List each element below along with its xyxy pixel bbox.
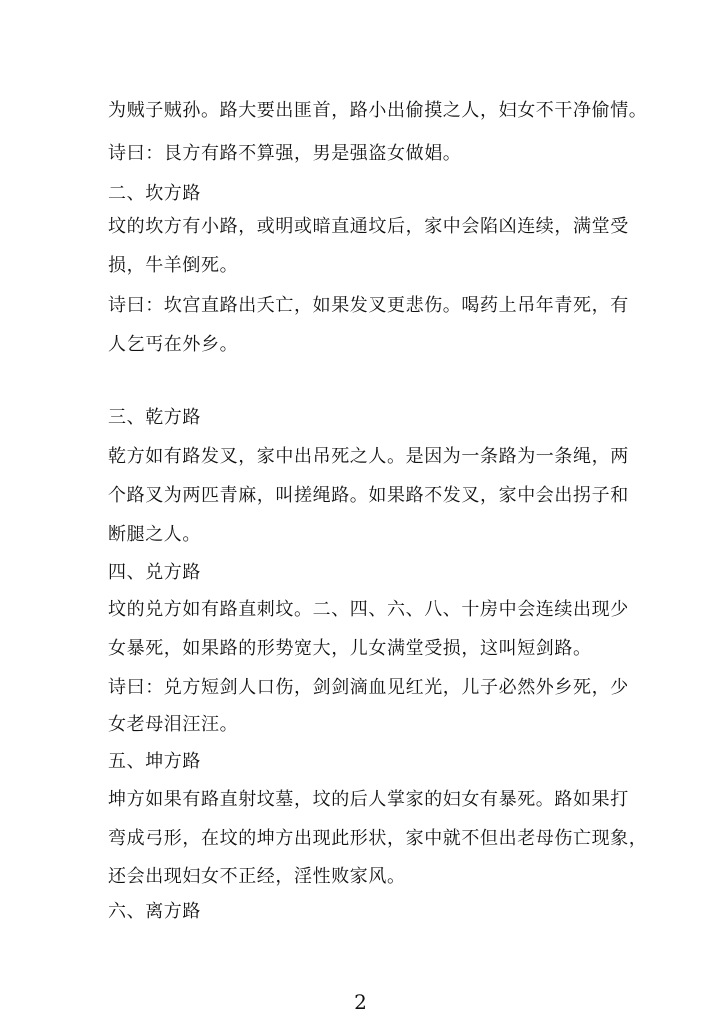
text-line: 个路叉为两匹青麻，叫搓绳路。如果路不发叉，家中会出拐子和 xyxy=(108,485,629,506)
section-heading: 四、兑方路 xyxy=(108,562,201,583)
poem-line: 诗曰：坎宫直路出夭亡，如果发叉更悲伤。喝药上吊年青死，有 xyxy=(108,295,629,316)
section-heading: 五、坤方路 xyxy=(108,751,201,772)
poem-line: 诗曰：兑方短剑人口伤，剑剑滴血见红光，儿子必然外乡死，少 xyxy=(108,677,629,698)
text-line: 乾方如有路发叉，家中出吊死之人。是因为一条路为一条绳，两 xyxy=(108,446,629,467)
text-line: 为贼子贼孙。路大要出匪首，路小出偷摸之人，妇女不干净偷情。 xyxy=(108,100,648,121)
poem-line: 诗曰：艮方有路不算强，男是强盗女做娼。 xyxy=(108,143,462,164)
poem-line: 女老母泪汪汪。 xyxy=(108,714,239,735)
text-line: 女暴死，如果路的形势宽大，儿女满堂受损，这叫短剑路。 xyxy=(108,638,592,659)
poem-line: 人乞丐在外乡。 xyxy=(108,334,239,355)
text-line: 还会出现妇女不正经，淫性败家风。 xyxy=(108,866,406,887)
text-line: 坤方如果有路直射坟墓，坟的后人掌家的妇女有暴死。路如果打 xyxy=(108,789,629,810)
text-line: 坟的坎方有小路，或明或暗直通坟后，家中会陷凶连续，满堂受 xyxy=(108,216,629,237)
text-line: 断腿之人。 xyxy=(108,524,201,545)
text-line: 弯成弓形，在坟的坤方出现此形状，家中就不但出老母伤亡现象， xyxy=(108,828,648,849)
section-heading: 三、乾方路 xyxy=(108,407,201,428)
section-heading: 六、离方路 xyxy=(108,901,201,922)
page-number: 2 xyxy=(354,990,367,1014)
section-heading: 二、坎方路 xyxy=(108,183,201,204)
text-line: 坟的兑方如有路直刺坟。二、四、六、八、十房中会连续出现少 xyxy=(108,599,629,620)
text-line: 损，牛羊倒死。 xyxy=(108,255,239,276)
